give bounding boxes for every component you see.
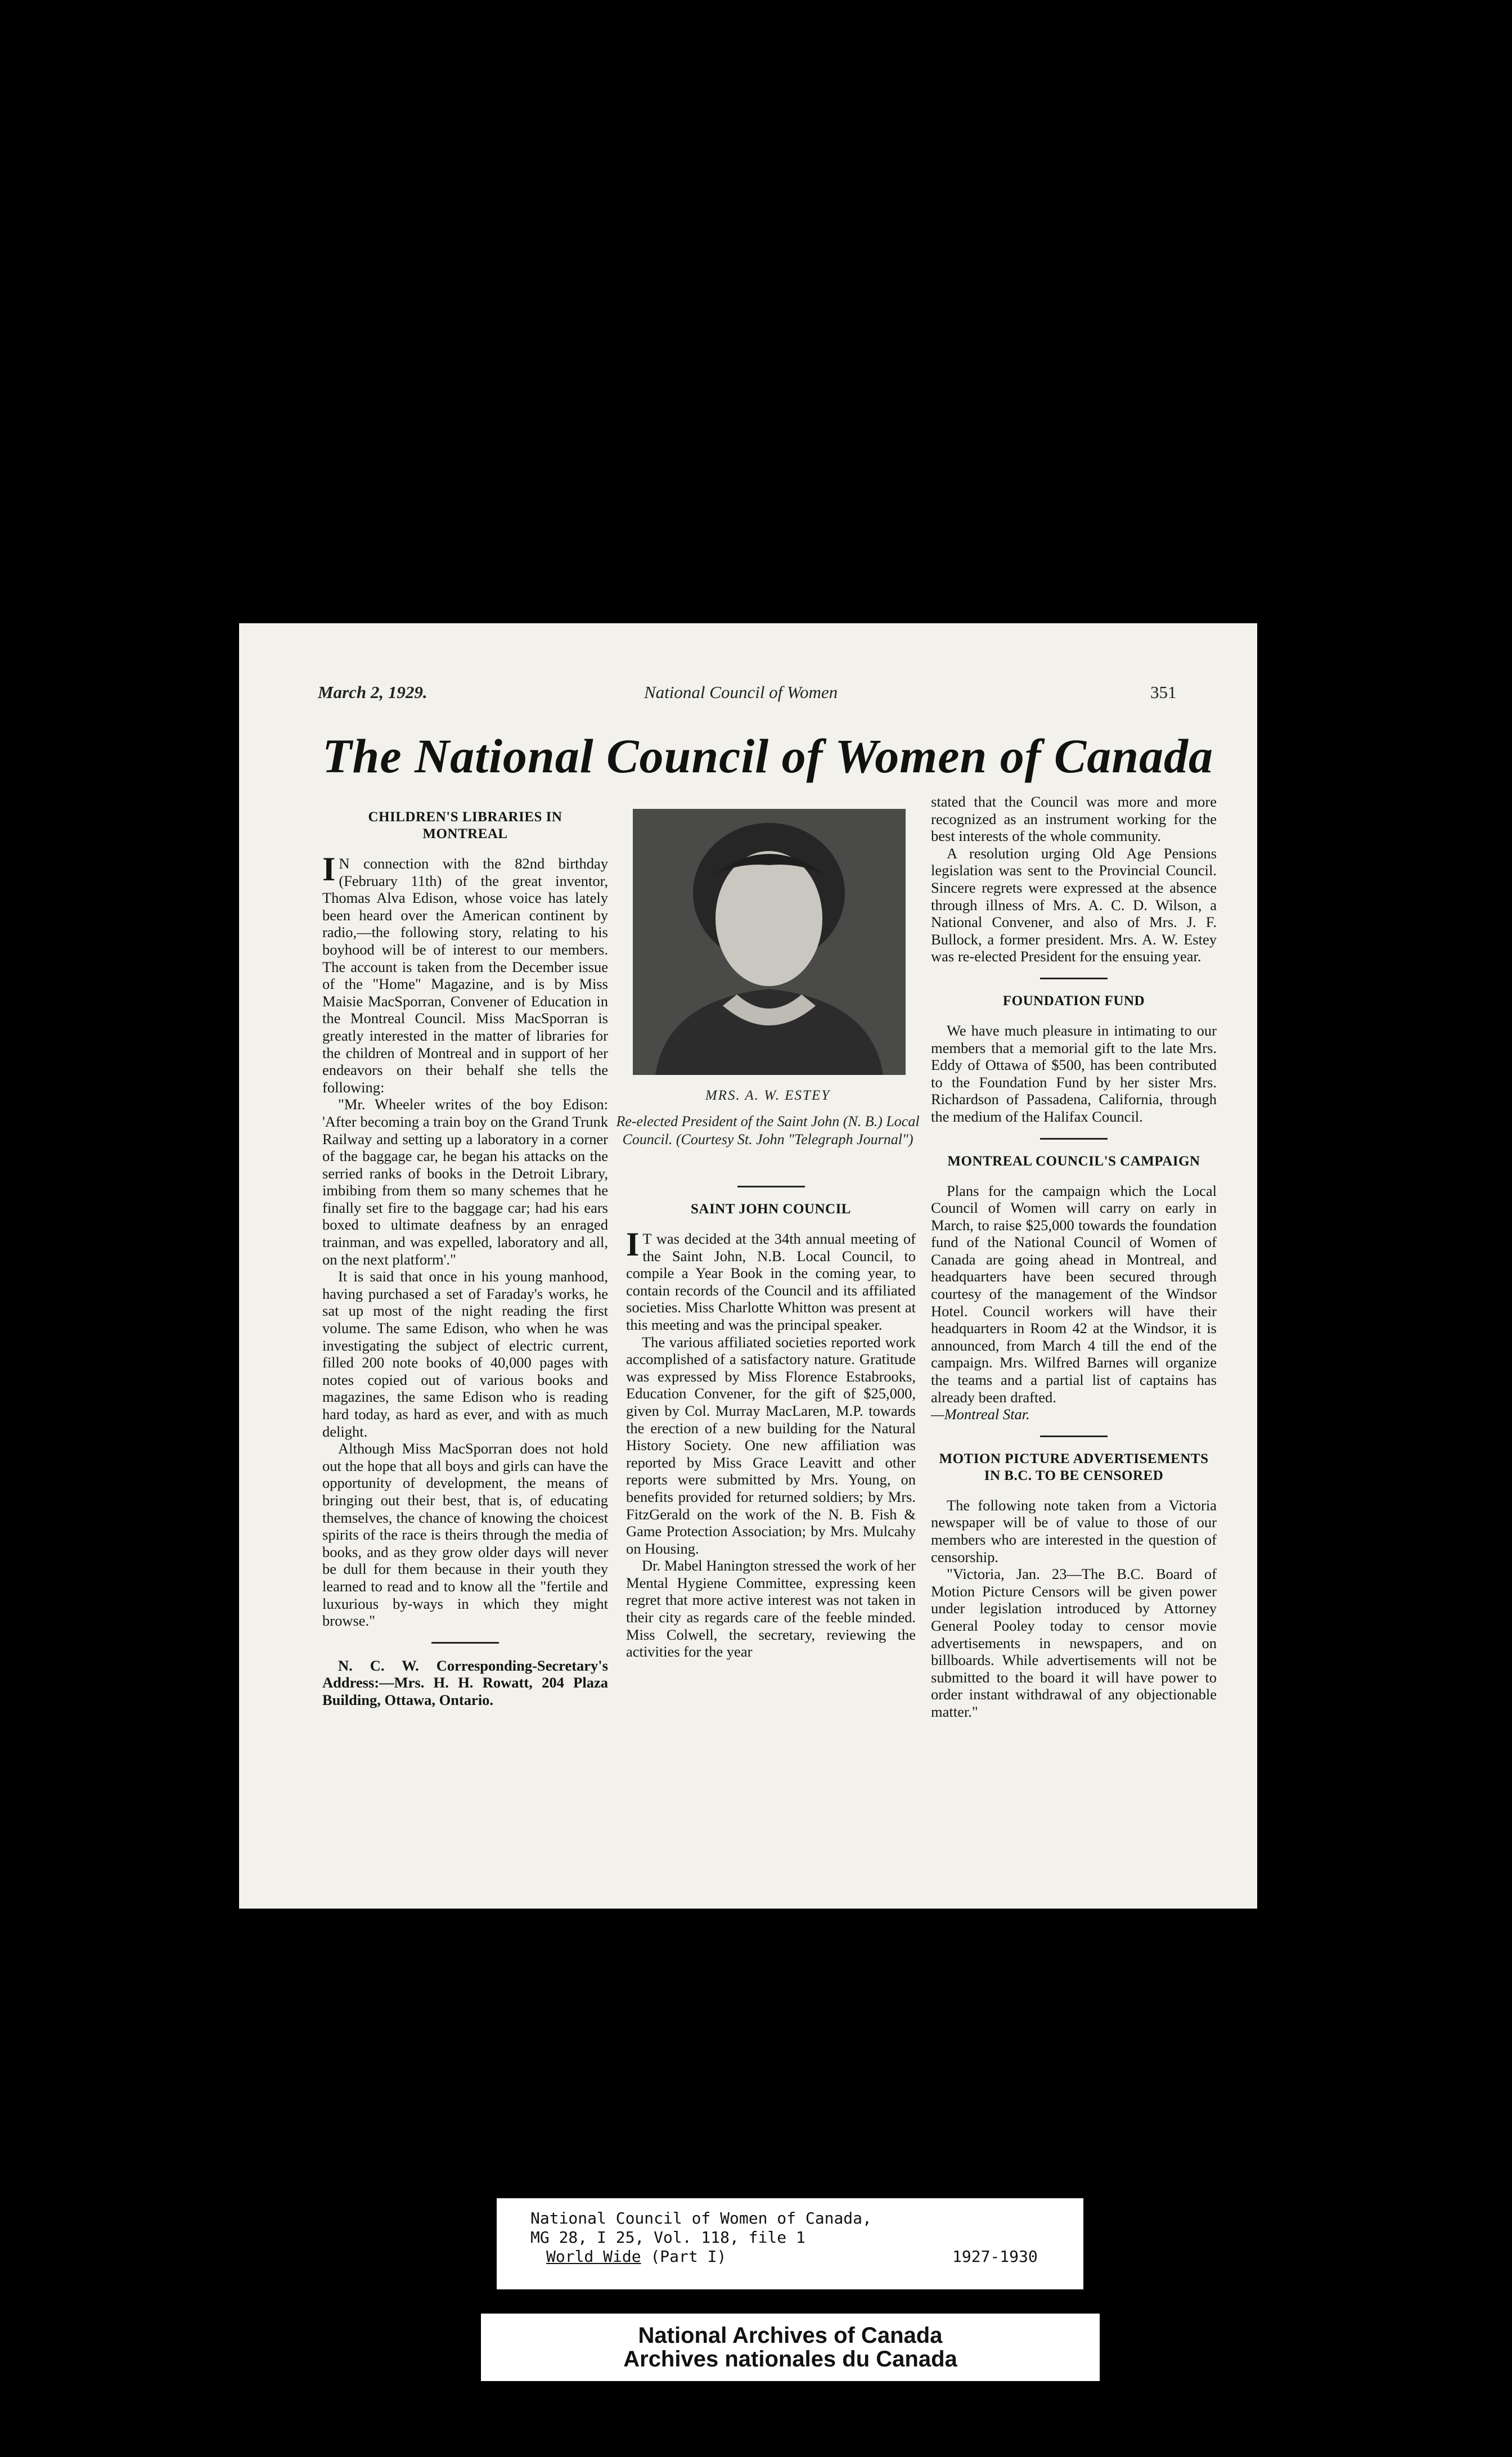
column-1	[322, 809, 608, 1709]
divider	[1040, 978, 1108, 979]
column-2	[626, 1186, 916, 1660]
article-paragraph: Dr. Mabel Hanington stressed the work of her Mental Hygiene Committee, expressing keen regret that more active interest was not taken in their city as regards care of the feeble minded. Miss Colwell, the secretary, reviewing the activities for the year	[626, 1557, 916, 1660]
divider	[1040, 1138, 1108, 1140]
secretary-address: N. C. W. Corresponding-Secretary's Address:—Mrs. H. H. Rowatt, 204 Plaza Building, Ottawa, Ontario.	[322, 1657, 608, 1708]
article-paragraph: The various affiliated societies reported work accomplished of a satisfactory nature. Gratitude was expressed by Miss Florence Estabrooks, Education Convener, for the gift of $25,000, given by Col. Murray MacLaren, M.P. towards the erection of a new building for the Natural History Society. One new affiliation was reported by Miss Grace Leavitt and other reports were submitted by Mrs. Young, on benefits provided for returned soldiers; by Mrs. FitzGerald on the work of the N. B. Fish & Game Protection Association; by Mrs. Mulcahy on Housing.	[626, 1333, 916, 1557]
label-years: 1927-1930	[952, 2247, 1038, 2266]
article-paragraph: It is said that once in his young manhood, having purchased a set of Faraday's works, he sat up most of the night reading the first volume. The same Edison, who when he was investigating the subject of electric current, filled 200 note books of 40,000 pages with notes copied out of various books and magazines, the same Edison who is reading hard today, as hard as ever, and with as much delight.	[322, 1268, 608, 1440]
archives-name-fr: Archives nationales du Canada	[623, 2347, 957, 2372]
newspaper-page	[239, 623, 1257, 1909]
article-paragraph: We have much pleasure in intimating to our members that a memorial gift to the late Mrs. Eddy of Ottawa of $500, has been contributed to the Foundation Fund by her sister Mrs. Richardson of Passadena, California, through the medium of the Halifax Council.	[931, 1022, 1217, 1125]
label-line-1: National Council of Women of Canada,	[530, 2209, 872, 2228]
source-credit: —Montreal Star.	[931, 1406, 1030, 1423]
article-paragraph: I N connection with the 82nd birthday (February 11th) of the great inventor, Thomas Alva Edison, whose voice has lately been heard over the American continent by radio,—the following story, relating to his boyhood will be of interest to our members. The account is taken from the December issue of the "Home" Magazine, and is by Miss Maisie MacSporran, Convener of Education in the Montreal Council. Miss MacSporran is greatly interested in the matter of libraries for the children of Montreal and in support of her endeavors on their behalf she tells the following:	[322, 850, 608, 1096]
portrait-photo	[633, 809, 906, 1075]
heading-foundation-fund: FOUNDATION FUND	[1002, 993, 1145, 1009]
heading-saint-john-council: SAINT JOHN COUNCIL	[691, 1202, 851, 1217]
divider	[737, 1186, 805, 1187]
heading-montreal-campaign: MONTREAL COUNCIL'S CAMPAIGN	[947, 1153, 1200, 1169]
article-paragraph: stated that the Council was more and more recognized as an instrument working for the best interests of the whole community.	[931, 793, 1217, 845]
article-paragraph: Plans for the campaign which the Local Council of Women will carry on early in March, to raise $25,000 towards the foundation fund of the National Council of Women of Canada are going ahead in Montreal, and headquarters have been secured through courtesy of the management of the Windsor Hotel. Council workers will have their headquarters in Room 42 at the Windsor, it is announced, from March 4 till the end of the campaign. Mrs. Wilfred Barnes will organize the teams and a partial list of captains has already been drafted. —Montreal Star.	[931, 1182, 1217, 1423]
archives-stamp	[481, 2314, 1100, 2381]
heading-childrens-libraries: CHILDREN'S LIBRARIES IN MONTREAL	[368, 809, 562, 842]
article-paragraph: I T was decided at the 34th annual meeting of the Saint John, N.B. Local Council, to compile a Year Book in the coming year, to contain records of the Council and its affiliated societies. Miss Charlotte Whitton was present at this meeting and was the principal speaker.	[626, 1226, 916, 1333]
article-paragraph: "Victoria, Jan. 23—The B.C. Board of Motion Picture Censors will be given power under legislation introduced by Attorney General Pooley today to censor movie advertisements in newspapers, and on billboards. While advertisements will not be submitted to the board it will have power to order instant withdrawal of any objectionable matter."	[931, 1565, 1217, 1720]
archive-file-label	[497, 2198, 1083, 2289]
label-line-2: MG 28, I 25, Vol. 118, file 1	[530, 2228, 806, 2247]
page-number: 351	[1150, 682, 1177, 702]
running-title: National Council of Women	[644, 682, 838, 702]
divider	[431, 1642, 499, 1644]
article-paragraph: A resolution urging Old Age Pensions legislation was sent to the Provincial Council. Sincere regrets were expressed at the absence through illness of Mrs. A. C. D. Wilson, a National Convener, and also of Mrs. J. F. Bullock, a former president. Mrs. A. W. Estey was re-elected President for the ensuing year.	[931, 844, 1217, 965]
divider	[1040, 1436, 1108, 1437]
dropcap: I	[322, 850, 336, 888]
issue-date: March 2, 1929.	[318, 682, 428, 702]
article-paragraph: The following note taken from a Victoria newspaper will be of value to those of our members who are interested in the question of censorship.	[931, 1496, 1217, 1565]
article-paragraph: Although Miss MacSporran does not hold out the hope that all boys and girls can have the opportunity of development, the means of bringing out their best, that is, of educating themselves, the chance of knowing the choicest spirits of the race is theirs through the media of books, and as they grow older days will never be dull for them because in their youth they learned to read and to know all the "fertile and luxurious by-ways in which they might browse."	[322, 1440, 608, 1630]
article-paragraph: "Mr. Wheeler writes of the boy Edison: 'After becoming a train boy on the Grand Trunk Railway and setting up a laboratory in a corner of the baggage car, he began his attacks on the serried ranks of books in the Detroit Library, imbibing from them so many schemes that he finally set fire to the baggage car; had his ears boxed to ultimate deafness by an enraged trainman, and was expelled, laboratory and all, on the next platform'."	[322, 1096, 608, 1268]
column-3	[931, 793, 1217, 1721]
dropcap: I	[626, 1226, 640, 1263]
archives-name-en: National Archives of Canada	[638, 2323, 943, 2348]
label-line-3: World Wide (Part I)	[546, 2247, 727, 2266]
photo-caption: Re-elected President of the Saint John (N. B.) Local Council. (Courtesy St. John "Telegraph Journal")	[616, 1113, 920, 1148]
masthead-title: The National Council of Women of Canada	[322, 729, 1214, 783]
photo-name: MRS. A. W. ESTEY	[705, 1088, 831, 1103]
heading-motion-picture: MOTION PICTURE ADVERTISEMENTS IN B.C. TO BE CENSORED	[939, 1451, 1209, 1483]
